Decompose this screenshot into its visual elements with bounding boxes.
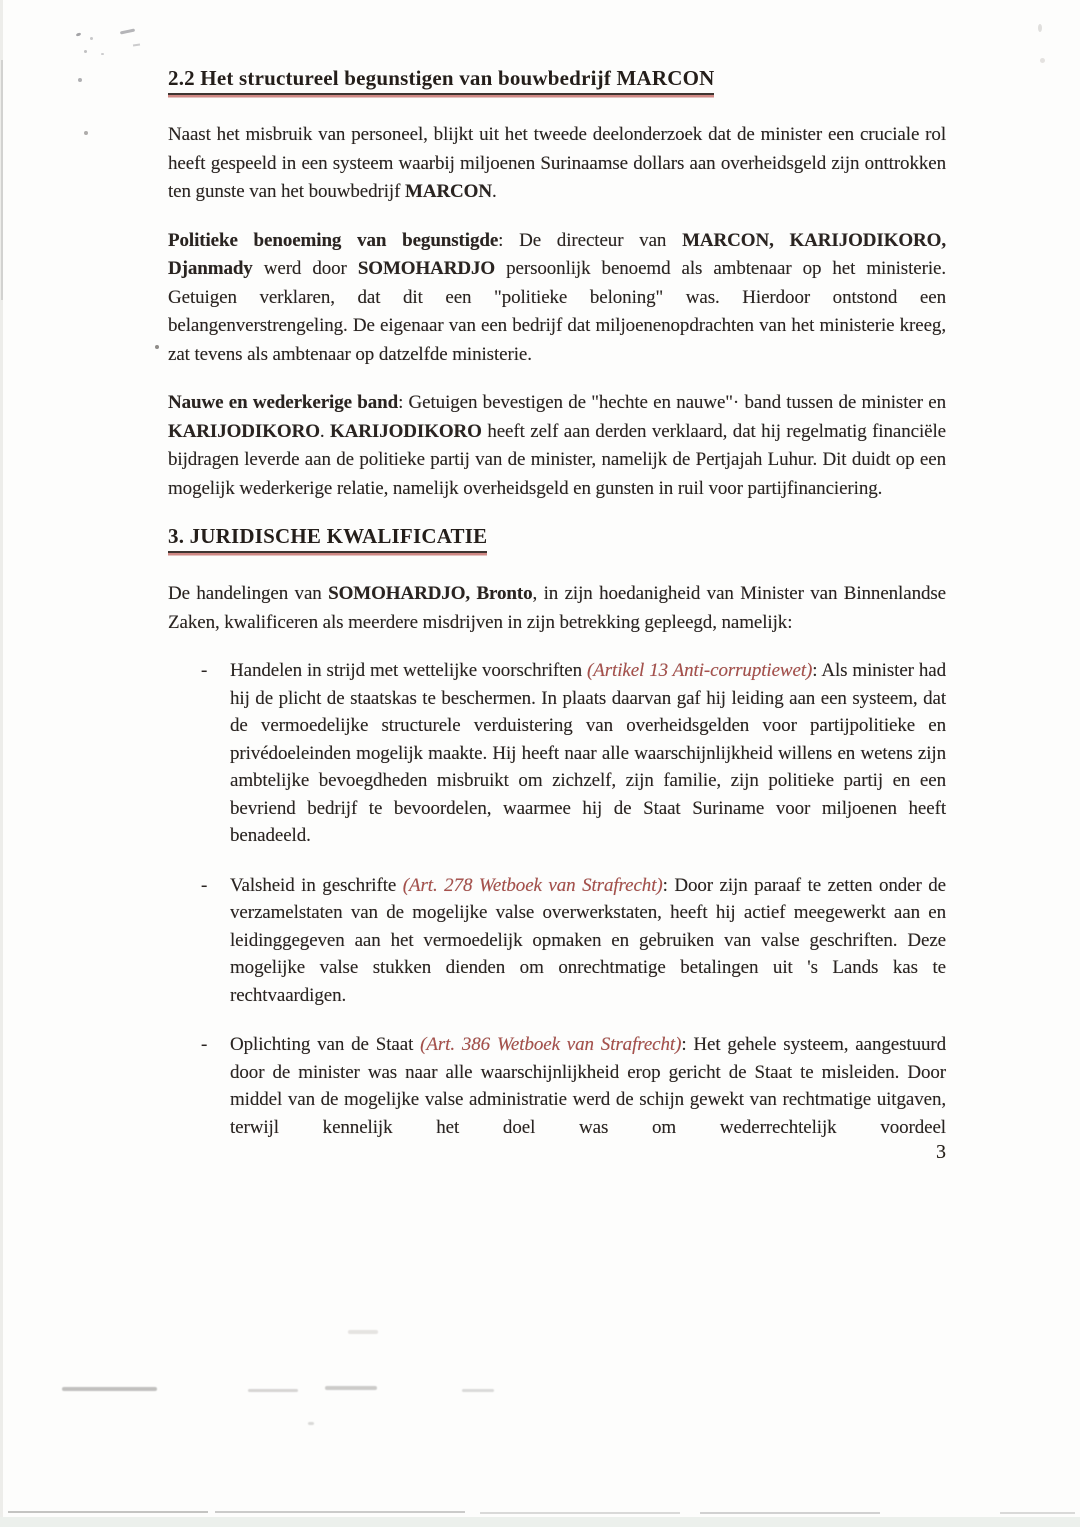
paragraph-handelingen: De handelingen van SOMOHARDJO, Bronto, in zijn hoedanigheid van Minister van Binnenlandse Zaken, kwalificeren als meerdere misdrijven in zijn betrekking gepleegd, namelijk: [168, 583, 946, 633]
list-item-text: Valsheid in geschrifte (Art. 278 Wetboek van Strafrecht): Door zijn paraaf te zetten onder de verzamelstaten van de mogelijke valse overwerkstaten, heeft hij actief meegewerkt aan en leidinggegeven aan het vermoedelijk opmaken en gebruiken van valse geschriften. Deze mogelijke valse stukken dienden om onrechtmatige betalingen uit 's Lands kas te rechtvaardigen. [230, 874, 946, 1006]
scan-smudge [462, 1389, 494, 1392]
bullet-dash: - [201, 1034, 208, 1055]
offense-list [168, 657, 946, 1141]
scan-speck [120, 28, 135, 34]
scan-speck [90, 37, 93, 40]
scan-speck [101, 53, 104, 55]
bullet-dash: - [201, 660, 208, 681]
section-heading-2-2 [168, 64, 946, 95]
scan-bottom-line [480, 1512, 680, 1514]
scan-speck [84, 131, 88, 135]
scan-bottom-line [700, 1512, 880, 1514]
scan-speck [1038, 24, 1042, 32]
scan-bottom-line [8, 1511, 208, 1513]
list-item-valsheid-in-geschrifte [168, 872, 946, 1010]
scan-smudge [325, 1386, 377, 1390]
paragraph-intro: Naast het misbruik van personeel, blijkt uit het tweede deelonderzoek dat de minister een cruciale rol heeft gespeeld in een systeem waarbij miljoenen Surinaamse dollars aan overheidsgeld zijn onttrokken ten gunste van het bouwbedrijf MARCON. [168, 124, 946, 202]
page-number: 3 [936, 1141, 946, 1163]
scan-speck [155, 345, 159, 349]
scan-edge-strip [0, 0, 3, 1527]
scan-bottom-line [215, 1511, 465, 1513]
list-item-text: Handelen in strijd met wettelijke voorschriften (Artikel 13 Anti-corruptiewet): Als minister had hij de plicht de staatskas te beschermen. In plaats daarvan gaf hij leiding aan een systeem, dat de vermoedelijke structurele verduistering van overheidsgelden voor partijpolitieke en privédoeleinden mogelijk maakte. Hij heeft naar alle waarschijnlijkheid willens en wetens zijn ambtelijke bevoegdheden misbruikt om zichzelf, zijn familie, zijn politieke partij en een bevriend bedrijf te bevoordelen, waarmee hij de Staat Suriname voor miljoenen heeft benadeeld. [230, 660, 946, 846]
scan-smudge [248, 1389, 298, 1392]
scan-speck [1040, 58, 1045, 63]
document-content [168, 64, 946, 1164]
scan-edge-shadow [1, 60, 3, 300]
section-heading-3-text: 3. JURIDISCHE KWALIFICATIE [168, 523, 487, 553]
scan-speck [84, 50, 87, 53]
scan-speck [76, 32, 82, 37]
scan-bottom-line [1000, 1512, 1075, 1514]
scan-smudge [62, 1387, 157, 1391]
scan-smudge [348, 1330, 378, 1334]
section-heading-2-2-text: 2.2 Het structureel begunstigen van bouwbedrijf MARCON [168, 64, 714, 95]
section-heading-3 [168, 523, 946, 553]
list-item-oplichting-van-de-staat [168, 1031, 946, 1141]
bullet-dash: - [201, 874, 208, 896]
scan-smudge [308, 1422, 314, 1425]
scan-footer-strip [0, 1517, 1080, 1527]
scan-speck [133, 44, 140, 47]
paragraph-politieke-benoeming: Politieke benoeming van begunstigde: De directeur van MARCON, KARIJODIKORO, Djanmady werd door SOMOHARDJO persoonlijk benoemd als ambtenaar op het ministerie. Getuigen verklaren, dat dit een "politieke beloning" was. Hierdoor ontstond een belangenverstrengeling. De eigenaar van een bedrijf dat miljoenenopdrachten van het ministerie kreeg, zat tevens als ambtenaar op datzelfde ministerie. [168, 229, 946, 365]
scan-speck [78, 78, 82, 82]
list-item-anticorruptiewet [168, 657, 946, 850]
list-item-text: Oplichting van de Staat (Art. 386 Wetboek van Strafrecht): Het gehele systeem, aangestuurd door de minister was naar alle waarschijnlijkheid erop gericht de Staat te misleiden. Door middel van de mogelijke valse administratie werd de schijn gewekt van rechtmatige uitgaven, terwijl kennelijk het doel was om wederrechtelijk voordeel [230, 1034, 946, 1138]
paragraph-nauwe-band: Nauwe en wederkerige band: Getuigen bevestigen de "hechte en nauwe"· band tussen de minister en KARIJODIKORO. KARIJODIKORO heeft zelf aan derden verklaard, dat hij regelmatig financiële bijdragen leverde aan de politieke partij van de minister, namelijk de Pertjajah Luhur. Dit duidt op een mogelijk wederkerige relatie, namelijk overheidsgeld en gunsten in ruil voor partijfinanciering. [168, 392, 946, 499]
